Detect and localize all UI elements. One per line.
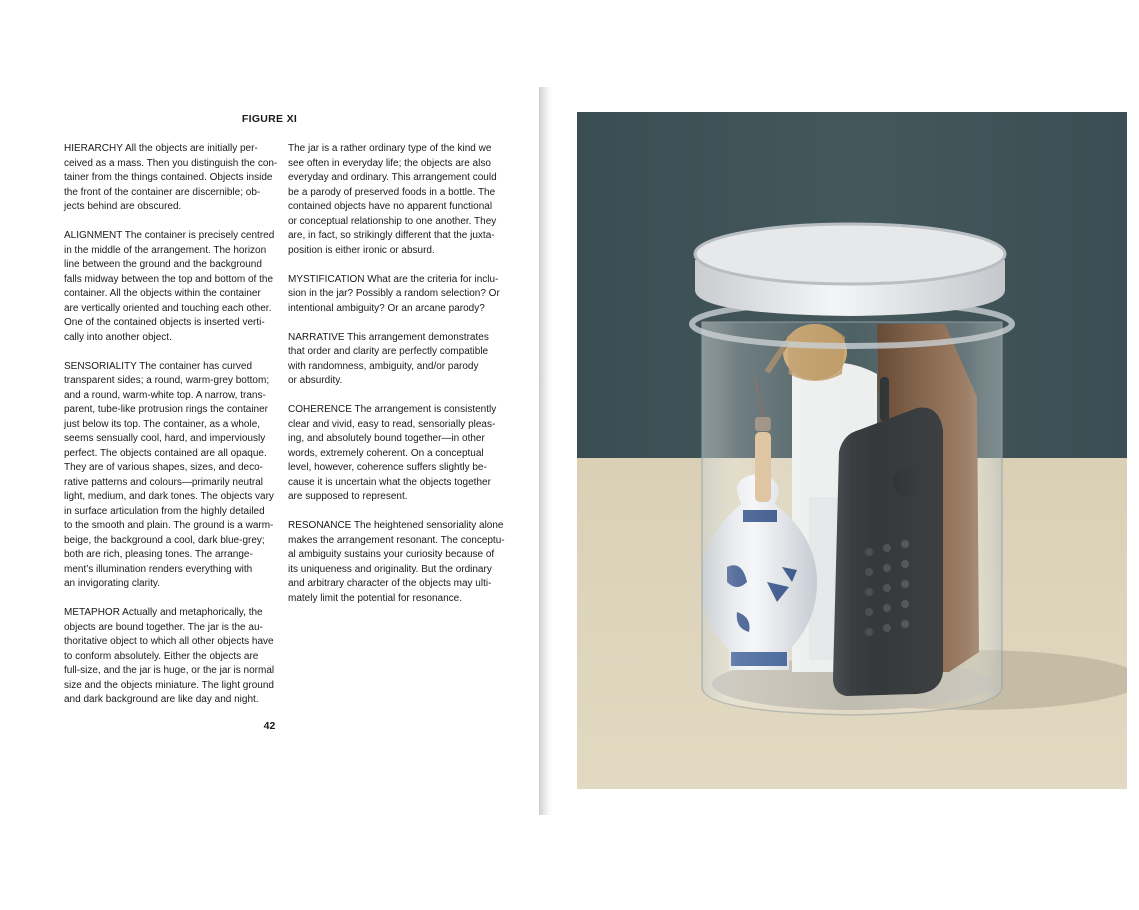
text-line: line between the ground and the background	[64, 259, 262, 270]
text-line: rative patterns and colours—primarily neutral	[64, 476, 263, 488]
text-line: mately limit the potential for resonance.	[288, 592, 462, 604]
text-line: or conceptual relationship to one another. They	[288, 215, 497, 227]
text-line: ment’s illumination renders everything with	[64, 563, 253, 575]
text-line: both are rich, pleasing tones. The arrange-	[64, 549, 253, 560]
text-line: objects are bound together. The jar is the au-	[64, 621, 263, 633]
text-line: clear and vivid, easy to read, sensorially pleas-	[288, 418, 496, 430]
text-line: cally into another object.	[64, 331, 172, 343]
text-line: transparent sides; a round, warm-grey bottom;	[64, 375, 270, 386]
text-line: an invigorating clarity.	[64, 578, 160, 589]
text-line: everyday and ordinary. This arrangement could	[288, 172, 497, 183]
text-line: HIERARCHY All the objects are initially per-	[64, 143, 258, 154]
text-line: size and the objects miniature. The light ground	[64, 679, 274, 691]
paragraph	[64, 360, 280, 592]
page-number: 42	[263, 720, 276, 732]
text-line: to conform absolutely. Either the objects are	[64, 650, 259, 662]
paragraph	[288, 403, 504, 505]
text-line: container. All the objects within the container	[64, 288, 261, 299]
text-line: to the smooth and plain. The ground is a warm-	[64, 520, 274, 531]
text-line: METAPHOR Actually and metaphorically, the	[64, 607, 263, 618]
text-line: the front of the container are discernible; ob-	[64, 186, 261, 198]
text-line: and arbitrary character of the objects may ulti-	[288, 578, 492, 589]
text-line: NARRATIVE This arrangement demonstrates	[288, 331, 489, 343]
paragraph	[64, 606, 280, 708]
text-line: ceived as a mass. Then you distinguish the con-	[64, 157, 278, 169]
text-line: position is either ironic or absurd.	[288, 244, 435, 256]
text-line: They are of various shapes, sizes, and deco-	[64, 462, 263, 473]
text-line: seems sensually cool, hard, and imperviously	[64, 433, 266, 444]
text-line: falls midway between the top and bottom of the	[64, 273, 274, 285]
left-page	[0, 0, 539, 910]
text-line: are supposed to represent.	[288, 491, 408, 502]
text-line: with randomness, ambiguity, and/or parody	[288, 360, 479, 372]
text-line: perfect. The objects contained are all opaque.	[64, 447, 267, 459]
text-line: contained objects have no apparent functional	[288, 201, 493, 212]
text-line: words, extremely coherent. On a conceptual	[288, 447, 484, 459]
paragraph	[64, 142, 280, 215]
glass-jar	[702, 322, 1002, 715]
text-line: thoritative object to which all other objects have	[64, 636, 274, 647]
text-column-left	[64, 142, 280, 722]
painting-jar-still-life	[577, 112, 1127, 789]
text-line: beige, the background a cool, dark blue-grey;	[64, 534, 265, 546]
figure-title: FIGURE XI	[241, 113, 298, 125]
paragraph	[288, 142, 504, 258]
text-line: ALIGNMENT The container is precisely centred	[64, 230, 275, 241]
paragraph	[288, 273, 504, 317]
text-line: tainer from the things contained. Objects inside	[64, 172, 273, 183]
text-line: that order and clarity are perfectly compatible	[288, 346, 489, 357]
paragraph	[64, 229, 280, 345]
text-line: level, however, coherence suffers slightly be-	[288, 462, 487, 473]
text-line: intentional ambiguity? Or an arcane parody?	[288, 302, 485, 314]
paragraph	[288, 331, 504, 389]
text-line: al ambiguity sustains your curiosity because of	[288, 549, 495, 560]
text-line: The jar is a rather ordinary type of the kind we	[288, 143, 492, 154]
text-line: parent, tube-like protrusion rings the container	[64, 404, 269, 415]
text-line: or absurdity.	[288, 375, 343, 386]
text-line: MYSTIFICATION What are the criteria for inclu-	[288, 273, 499, 285]
text-line: are vertically oriented and touching each other.	[64, 302, 272, 314]
text-line: sion in the jar? Possibly a random selection? Or	[288, 288, 500, 299]
text-line: ing, and absolutely bound together—in other	[288, 433, 485, 444]
text-line: full-size, and the jar is huge, or the jar is normal	[64, 665, 275, 676]
text-line: in surface articulation from the highly detailed	[64, 505, 265, 517]
text-line: jects behind are obscured.	[64, 201, 182, 212]
text-line: just below its top. The container, as a whole,	[64, 418, 261, 430]
text-line: in the middle of the arrangement. The horizon	[64, 244, 267, 256]
text-line: its uniqueness and originality. But the ordinary	[288, 563, 492, 575]
book-gutter	[539, 87, 553, 815]
text-line: be a parody of preserved foods in a bottle. The	[288, 186, 496, 198]
text-line: and dark background are like day and night.	[64, 694, 259, 705]
paragraph	[288, 519, 504, 606]
text-line: SENSORIALITY The container has curved	[64, 360, 253, 372]
text-line: cause it is uncertain what the objects together	[288, 476, 491, 488]
text-line: see often in everyday life; the objects are also	[288, 157, 491, 169]
text-column-right	[288, 142, 504, 621]
text-line: COHERENCE The arrangement is consistently	[288, 404, 497, 415]
text-line: and a round, warm-white top. A narrow, trans-	[64, 389, 266, 401]
text-line: are, in fact, so strikingly different that the juxta-	[288, 230, 495, 241]
text-line: light, medium, and dark tones. The objects vary	[64, 491, 274, 502]
text-line: One of the contained objects is inserted verti-	[64, 317, 265, 328]
text-line: makes the arrangement resonant. The conceptu-	[288, 534, 505, 546]
text-line: RESONANCE The heightened sensoriality alone	[288, 520, 504, 531]
